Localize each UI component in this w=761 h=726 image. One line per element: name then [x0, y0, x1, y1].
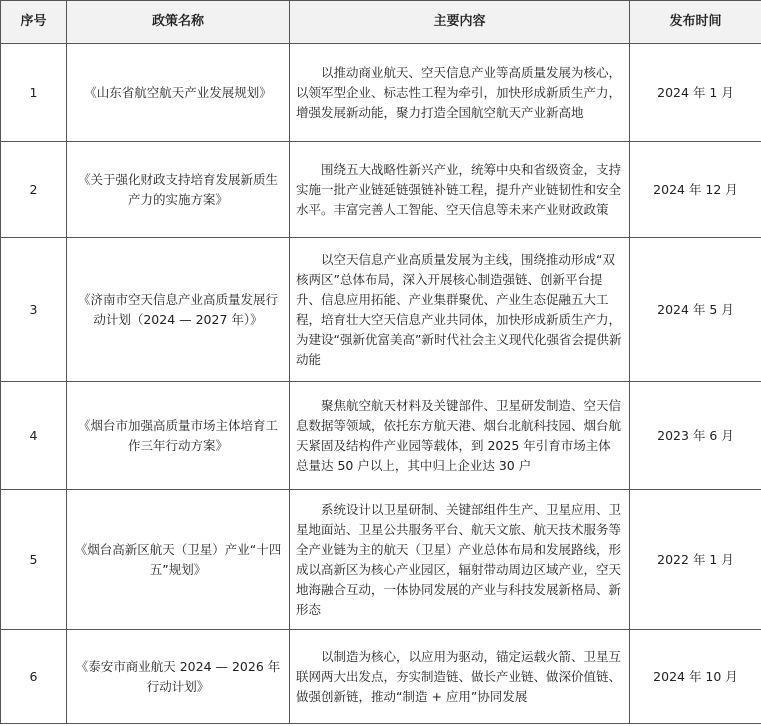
table-row [1, 238, 761, 382]
header-policy-name: 政策名称 [67, 1, 290, 44]
header-main-content: 主要内容 [290, 1, 630, 44]
table-row [1, 382, 761, 490]
row-index: 1 [1, 44, 67, 142]
policy-content: 围绕五大战略性新兴产业，统筹中央和省级资金，支持实施一批产业链延链强链补链工程，提升产业链韧性和安全水平。丰富完善人工智能、空天信息等未来产业财政政策 [296, 161, 622, 217]
policy-content: 以空天信息产业高质量发展为主线，围绕推动形成“双核两区”总体布局，深入开展核心制造强链、创新平台提升、信息应用拓能、产业集群聚优、产业生态促融五大工程，培育壮大空天信息产业共同体，加快形成新质生产力，为建设“强新优富美高”新时代社会主义现代化强省会提供新动能 [296, 251, 622, 367]
row-index: 3 [1, 238, 67, 382]
publish-date: 2023 年 6 月 [630, 382, 761, 490]
policy-name: 《烟台市加强高质量市场主体培育工作三年行动方案》 [67, 382, 290, 490]
table-header-row [1, 1, 761, 44]
policy-name: 《烟台高新区航天（卫星）产业“十四五”规划》 [67, 490, 290, 630]
policy-name: 《济南市空天信息产业高质量发展行动计划（2024 — 2027 年）》 [67, 238, 290, 382]
table-row [1, 44, 761, 142]
publish-date: 2024 年 10 月 [630, 630, 761, 724]
row-index: 2 [1, 142, 67, 238]
policy-content: 聚焦航空航天材料及关键部件、卫星研发制造、空天信息数据等领域，依托东方航天港、烟台北航科技园、烟台航天紧固及结构件产业园等载体，到 2025 年引育市场主体总量达 50 户以上，其中归上企业达 30 户 [296, 397, 622, 473]
table-row [1, 490, 761, 630]
policy-content: 以推动商业航天、空天信息产业等高质量发展为核心，以领军型企业、标志性工程为牵引，加快形成新质生产力，增强发展新动能，聚力打造全国航空航天产业新高地 [296, 64, 622, 120]
policy-content: 系统设计以卫星研制、关键部组件生产、卫星应用、卫星地面站、卫星公共服务平台、航天文旅、航天技术服务等全产业链为主的航天（卫星）产业总体布局和发展路线，形成以高新区为核心产业园区，辐射带动周边区域产业，空天地海融合互动，一体协同发展的产业与科技发展新格局、新形态 [296, 501, 622, 617]
header-publish-date: 发布时间 [630, 1, 761, 44]
policy-name: 《泰安市商业航天 2024 — 2026 年行动计划》 [67, 630, 290, 724]
publish-date: 2024 年 1 月 [630, 44, 761, 142]
row-index: 4 [1, 382, 67, 490]
row-index: 6 [1, 630, 67, 724]
publish-date: 2022 年 1 月 [630, 490, 761, 630]
table-row [1, 142, 761, 238]
row-index: 5 [1, 490, 67, 630]
publish-date: 2024 年 12 月 [630, 142, 761, 238]
policy-name: 《关于强化财政支持培育发展新质生产力的实施方案》 [67, 142, 290, 238]
policy-content: 以制造为核心，以应用为驱动，锚定运载火箭、卫星互联网两大出发点，夯实制造链、做长产业链、做深价值链、做强创新链，推动“制造 + 应用”协同发展 [296, 648, 622, 704]
header-index: 序号 [1, 1, 67, 44]
publish-date: 2024 年 5 月 [630, 238, 761, 382]
policy-name: 《山东省航空航天产业发展规划》 [67, 44, 290, 142]
table-row [1, 630, 761, 724]
